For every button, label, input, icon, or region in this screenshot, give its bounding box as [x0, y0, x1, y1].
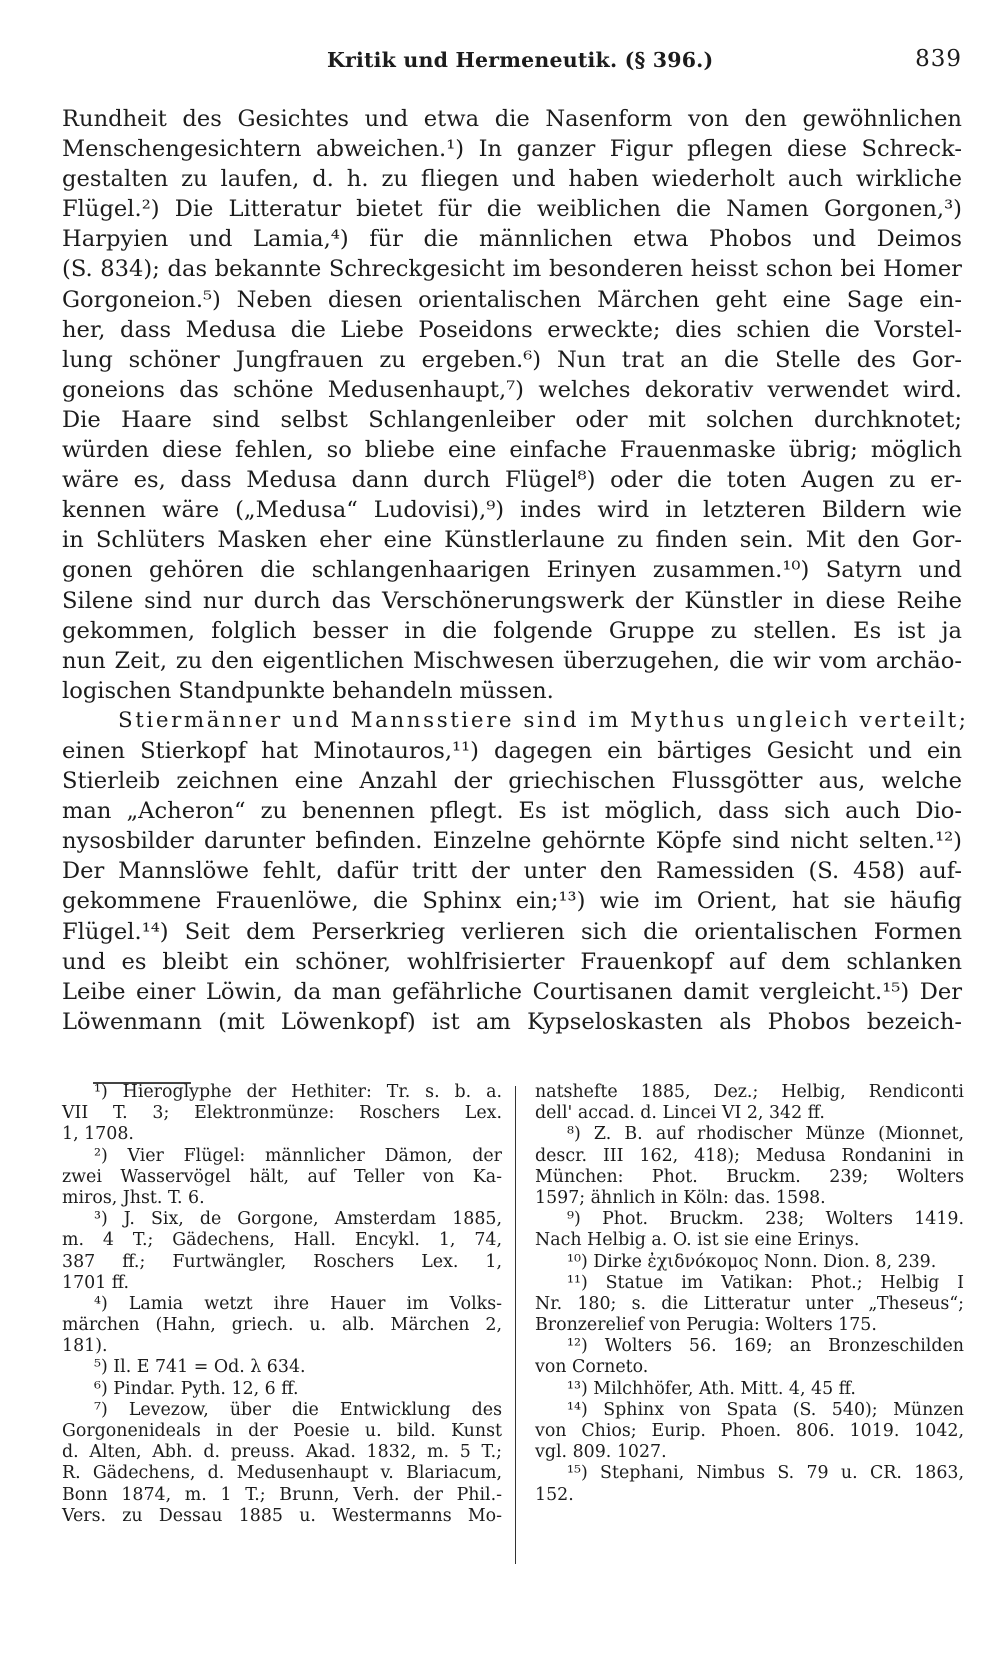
text-line: Harpyien und Lamia,⁴) für die männlichen etwa Phobos und Deimos — [62, 226, 962, 253]
text-line: wäre es, dass Medusa dann durch Flügel⁸) oder die toten Augen zu er- — [62, 467, 962, 494]
footnote-line: d. Alten, Abh. d. preuss. Akad. 1832, m. 5 T.; — [62, 1442, 502, 1463]
running-title: Kritik und Hermeneutik. (§ 396.) — [327, 48, 714, 72]
text-line: (S. 834); das bekannte Schreckgesicht im besonderen heisst schon bei Homer — [62, 256, 962, 283]
footnote-line: Gorgonenideals in der Poesie u. bild. Kunst — [62, 1421, 502, 1441]
text-line: würden diese fehlen, so bliebe eine einfache Frauenmaske übrig; möglich — [62, 437, 962, 464]
text-line: kennen wäre („Medusa“ Ludovisi),⁹) indes wird in letzteren Bildern wie — [62, 497, 962, 524]
footnote-line: VII T. 3; Elektronmünze: Roschers Lex. — [62, 1103, 502, 1124]
footnote-line: ⁹) Phot. Bruckm. 238; Wolters 1419. — [567, 1209, 964, 1230]
text-line: Rundheit des Gesichtes und etwa die Nasenform von den gewöhnlichen — [62, 106, 962, 132]
text-line: Flügel.¹⁴) Seit dem Perserkrieg verlieren sich die orientalischen Formen — [62, 918, 962, 945]
text-line: logischen Standpunkte behandeln müssen. — [62, 677, 554, 704]
text-line: Silene sind nur durch das Verschönerungswerk der Künstler in diese Reihe — [62, 587, 962, 614]
text-line: her, dass Medusa die Liebe Poseidons erweckte; dies schien die Vorstel- — [62, 316, 962, 343]
text-line: gonen gehören die schlangenhaarigen Erinyen zusammen.¹⁰) Satyrn und — [62, 557, 962, 584]
footnote-line: natshefte 1885, Dez.; Helbig, Rendiconti — [535, 1082, 964, 1102]
footnote-line: ¹¹) Statue im Vatikan: Phot.; Helbig I — [567, 1272, 964, 1293]
footnote-line: 1, 1708. — [62, 1124, 134, 1145]
footnote-line: m. 4 T.; Gädechens, Hall. Encykl. 1, 74, — [62, 1230, 502, 1251]
footnote-line: von Corneto. — [535, 1357, 649, 1378]
footnote-line: vgl. 809. 1027. — [535, 1442, 667, 1463]
footnote-line: ¹³) Milchhöfer, Ath. Mitt. 4, 45 ff. — [567, 1378, 856, 1399]
footnote-column-divider — [515, 1086, 516, 1564]
running-header — [62, 44, 962, 80]
footnote-line: von Chios; Eurip. Phoen. 806. 1019. 1042, — [535, 1421, 964, 1441]
text-line: Menschengesichtern abweichen.¹) In ganzer Figur pflegen diese Schreck- — [62, 136, 962, 163]
text-line: man „Acheron“ zu benennen pflegt. Es ist möglich, dass sich auch Dio- — [62, 798, 962, 825]
footnote-line: ¹²) Wolters 56. 169; an Bronzeschilden — [567, 1336, 964, 1357]
footnote-line: ²) Vier Flügel: männlicher Dämon, der — [94, 1145, 502, 1166]
footnote-line: ⁴) Lamia wetzt ihre Hauer im Volks- — [94, 1293, 502, 1314]
text-line: in Schlüters Masken eher eine Künstlerlaune zu finden sein. Mit den Gor- — [62, 527, 962, 554]
footnote-line: ¹⁰) Dirke ἐχιδνόκομος Nonn. Dion. 8, 239. — [567, 1251, 937, 1272]
footnote-line: München: Phot. Bruckm. 239; Wolters — [535, 1166, 964, 1187]
text-line: Leibe einer Löwin, da man gefährliche Courtisanen damit vergleicht.¹⁵) Der — [62, 978, 962, 1005]
text-line: nun Zeit, zu den eigentlichen Mischwesen überzugehen, die wir vom archäo- — [62, 647, 962, 674]
footnote-line: 1597; ähnlich in Köln: das. 1598. — [535, 1187, 826, 1208]
main-text — [62, 104, 969, 1037]
footnote-line: ¹⁴) Sphinx von Spata (S. 540); Münzen — [567, 1399, 964, 1420]
text-line: lung schöner Jungfrauen zu ergeben.⁶) Nun trat an die Stelle des Gor- — [62, 346, 962, 373]
text-line: gekommene Frauenlöwe, die Sphinx ein;¹³) wie im Orient, hat sie häufig — [62, 888, 962, 915]
footnote-line: miros, Jhst. T. 6. — [62, 1187, 205, 1208]
footnote-line: ³) J. Six, de Gorgone, Amsterdam 1885, — [94, 1209, 502, 1230]
page-number: 839 — [915, 46, 962, 72]
text-line: gestalten zu laufen, d. h. zu fliegen und haben wiederholt auch wirkliche — [62, 166, 962, 193]
footnote-line: ⁸) Z. B. auf rhodischer Münze (Mionnet, — [567, 1124, 964, 1145]
text-line: Die Haare sind selbst Schlangenleiber oder mit solchen durchknotet; — [62, 406, 962, 433]
footnotes-left-column — [62, 1082, 502, 1527]
text-line: und es bleibt ein schöner, wohlfrisierter Frauenkopf auf dem schlanken — [62, 948, 962, 975]
footnote-line: descr. III 162, 418); Medusa Rondanini in — [535, 1145, 964, 1166]
text-line: Stierleib zeichnen eine Anzahl der griechischen Flussgötter aus, welche — [62, 768, 962, 795]
text-line: Flügel.²) Die Litteratur bietet für die weiblichen die Namen Gorgonen,³) — [62, 196, 962, 223]
footnote-line: ¹⁵) Stephani, Nimbus S. 79 u. CR. 1863, — [567, 1463, 964, 1484]
text-line: gekommen, folglich besser in die folgende Gruppe zu stellen. Es ist ja — [62, 617, 962, 644]
text-line: einen Stierkopf hat Minotauros,¹¹) dagegen ein bärtiges Gesicht und ein — [62, 737, 962, 764]
footnote-line: ⁵) Il. Ε 741 = Od. λ 634. — [94, 1357, 306, 1378]
footnote-line: ⁷) Levezow, über die Entwicklung des — [94, 1399, 502, 1420]
footnote-line: ⁶) Pindar. Pyth. 12, 6 ff. — [94, 1378, 299, 1399]
footnote-line: Vers. zu Dessau 1885 u. Westermanns Mo- — [62, 1505, 502, 1526]
footnote-line: 1701 ff. — [62, 1272, 130, 1293]
footnote-line: 152. — [535, 1484, 574, 1505]
footnote-line: R. Gädechens, d. Medusenhaupt v. Blariacum, — [62, 1463, 502, 1484]
text-line: goneions das schöne Medusenhaupt,⁷) welches dekorativ verwendet wird. — [62, 376, 962, 403]
text-line: Der Mannslöwe fehlt, dafür tritt der unter den Ramessiden (S. 458) auf- — [62, 858, 962, 885]
footnote-line: Nr. 180; s. die Litteratur unter „Theseus“; — [535, 1293, 964, 1314]
text-line: Löwenmann (mit Löwenkopf) ist am Kypseloskasten als Phobos bezeich- — [62, 1008, 962, 1035]
footnote-line: Bronzerelief von Perugia: Wolters 175. — [535, 1315, 877, 1336]
footnote-line: Bonn 1874, m. 1 T.; Brunn, Verh. der Phil.- — [62, 1484, 502, 1505]
footnote-line: 181). — [62, 1336, 108, 1357]
footnote-line: 387 ff.; Furtwängler, Roschers Lex. 1, — [62, 1251, 502, 1272]
footnote-line: zwei Wasservögel hält, auf Teller von Ka- — [62, 1166, 502, 1187]
text-line: nysosbilder darunter befinden. Einzelne gehörnte Köpfe sind nicht selten.¹²) — [62, 828, 962, 855]
footnote-line: ¹) Hieroglyphe der Hethiter: Tr. s. b. a. — [94, 1082, 502, 1102]
footnotes-right-column — [535, 1082, 964, 1506]
footnote-line: Nach Helbig a. O. ist sie eine Erinys. — [535, 1230, 860, 1251]
text-line: Gorgoneion.⁵) Neben diesen orientalischen Märchen geht eine Sage ein- — [62, 286, 962, 313]
footnote-line: märchen (Hahn, griech. u. alb. Märchen 2, — [62, 1315, 502, 1336]
paragraph-start-line: Stiermänner und Mannsstiere sind im Mythus ungleich verteilt; — [118, 707, 969, 733]
footnote-line: dell' accad. d. Lincei VI 2, 342 ff. — [535, 1103, 825, 1124]
